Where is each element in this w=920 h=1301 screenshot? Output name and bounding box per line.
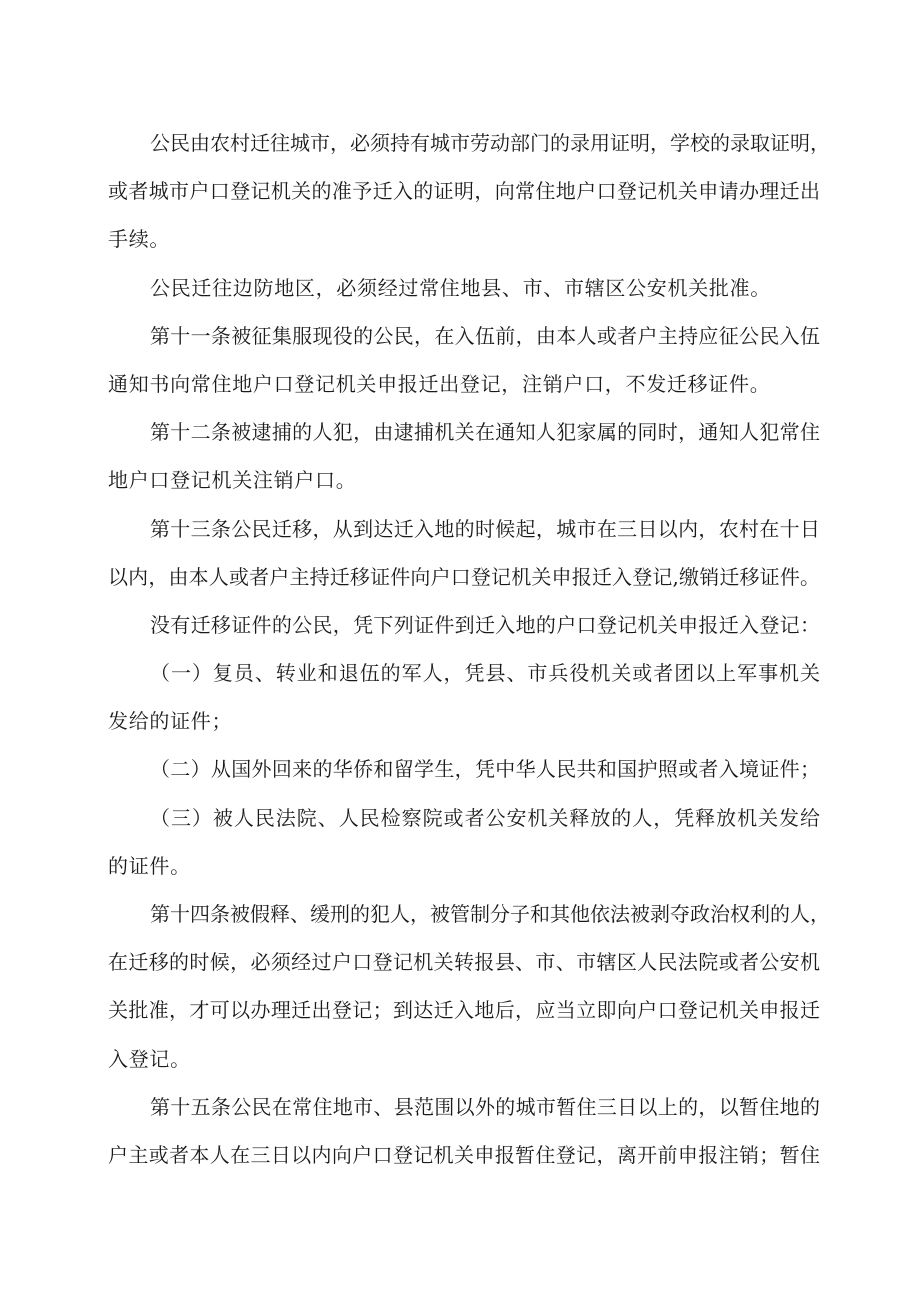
list-item-3-released-persons	[108, 794, 820, 890]
list-item-2-overseas-returnees	[108, 745, 820, 793]
text-line: 入登记。	[108, 1046, 191, 1071]
text-line: 通知书向常住地户口登记机关申报迁出登记，注销户口，不发迁移证件。	[108, 371, 771, 396]
text-line: 发给的证件；	[108, 709, 233, 734]
text-line: 第十二条被逮捕的人犯，由逮捕机关在通知人犯家属的同时，通知人犯常住	[150, 420, 820, 445]
text-line: （三）被人民法院、人民检察院或者公安机关释放的人，凭释放机关发给	[150, 805, 820, 830]
text-line: （二）从国外回来的华侨和留学生，凭中华人民共和国护照或者入境证件；	[150, 757, 820, 782]
text-line: 公民迁往边防地区，必须经过常住地县、市、市辖区公安机关批准。	[150, 275, 771, 300]
text-line: 以内，由本人或者户主持迁移证件向户口登记机关申报迁入登记,缴销迁移证件。	[108, 564, 820, 589]
text-line: 第十四条被假释、缓刑的犯人，被管制分子和其他依法被剥夺政治权利的人，	[150, 902, 830, 926]
paragraph-article-15	[108, 1083, 820, 1179]
text-line: 的证件。	[108, 853, 191, 878]
paragraph-article-14	[108, 890, 830, 1083]
text-line: 关批准，才可以办理迁出登记；到达迁入地后，应当立即向户口登记机关申报迁	[108, 998, 820, 1023]
text-line: 户主或者本人在三日以内向户口登记机关申报暂住登记，离开前申报注销；暂住	[108, 1142, 820, 1167]
paragraph-article-11	[108, 312, 820, 408]
list-item-1-veterans	[108, 649, 820, 745]
paragraph-rural-to-urban-migration	[108, 119, 830, 264]
text-line: （一）复员、转业和退伍的军人，凭县、市兵役机关或者团以上军事机关	[150, 661, 820, 686]
text-line: 第十五条公民在常住地市、县范围以外的城市暂住三日以上的，以暂住地的	[150, 1094, 820, 1119]
paragraph-article-13	[108, 505, 820, 601]
text-line: 地户口登记机关注销户口。	[108, 468, 357, 493]
text-line: 没有迁移证件的公民，凭下列证件到迁入地的户口登记机关申报迁入登记：	[150, 612, 820, 637]
text-line: 第十一条被征集服现役的公民，在入伍前，由本人或者户主持应征公民入伍	[150, 323, 820, 348]
text-line: 在迁移的时候，必须经过户口登记机关转报县、市、市辖区人民法院或者公安机	[108, 950, 820, 975]
text-line: 手续。	[108, 227, 171, 252]
text-line: 第十三条公民迁移，从到达迁入地的时候起，城市在三日以内，农村在十日	[150, 516, 820, 541]
paragraph-border-area-migration	[108, 264, 820, 312]
paragraph-no-migration-certificate	[108, 601, 820, 649]
document-body	[108, 119, 830, 1179]
paragraph-article-12	[108, 408, 820, 504]
text-line: 或者城市户口登记机关的准予迁入的证明，向常住地户口登记机关申请办理迁出	[108, 179, 820, 204]
text-line: 公民由农村迁往城市，必须持有城市劳动部门的录用证明，学校的录取证明，	[150, 131, 830, 155]
